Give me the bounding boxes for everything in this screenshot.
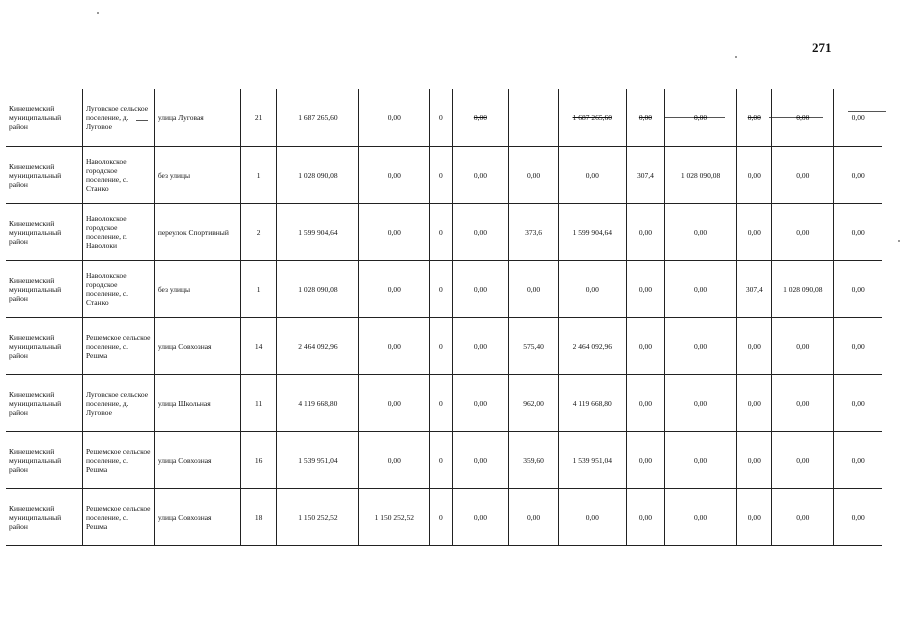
value-cell-e: 0,00: [558, 489, 626, 546]
district-cell: Кинешемский муниципальный район: [6, 489, 82, 546]
value-cell-d: 0,00: [509, 261, 559, 318]
value-cell-g: 0,00: [665, 318, 737, 375]
settlement-cell: Луговское сельское поселение, д. Луговое: [82, 375, 154, 432]
value-cell-h: 0,00: [737, 375, 772, 432]
value-cell-j: 0,00: [834, 432, 882, 489]
table-row: [6, 89, 882, 147]
value-cell-i: 0,00: [772, 89, 834, 147]
district-cell: Кинешемский муниципальный район: [6, 318, 82, 375]
house-number-cell: 2: [240, 204, 276, 261]
value-cell-e: 2 464 092,96: [558, 318, 626, 375]
district-cell: Кинешемский муниципальный район: [6, 89, 82, 147]
value-cell-e: 1 599 904,64: [558, 204, 626, 261]
value-cell-d: 359,60: [509, 432, 559, 489]
value-cell-d: [509, 89, 559, 147]
table-row: [6, 204, 882, 261]
value-cell-c: 0,00: [452, 147, 509, 204]
total-cost-cell: 1 150 252,52: [277, 489, 359, 546]
value-cell-j: 0,00: [834, 89, 882, 147]
street-cell: улица Совхозная: [154, 318, 240, 375]
value-cell-j: 0,00: [834, 261, 882, 318]
district-cell: Кинешемский муниципальный район: [6, 147, 82, 204]
street-cell: улица Совхозная: [154, 432, 240, 489]
table-row: [6, 375, 882, 432]
table-row: [6, 318, 882, 375]
value-cell-i: 0,00: [772, 147, 834, 204]
table-row: [6, 147, 882, 204]
settlement-cell: Решемское сельское поселение, с. Решма: [82, 318, 154, 375]
scan-speck: [735, 56, 737, 58]
settlement-cell: Наволокское городское поселение, с. Станко: [82, 261, 154, 318]
value-cell-i: 0,00: [772, 489, 834, 546]
value-cell-d: 575,40: [509, 318, 559, 375]
value-cell-h: 0,00: [737, 489, 772, 546]
street-cell: без улицы: [154, 147, 240, 204]
house-number-cell: 11: [240, 375, 276, 432]
value-cell-a: 1 150 252,52: [359, 489, 430, 546]
value-cell-c: 0,00: [452, 89, 509, 147]
value-cell-d: 962,00: [509, 375, 559, 432]
total-cost-cell: 2 464 092,96: [277, 318, 359, 375]
value-cell-a: 0,00: [359, 375, 430, 432]
value-cell-d: 0,00: [509, 147, 559, 204]
value-cell-h: 307,4: [737, 261, 772, 318]
total-cost-cell: 1 539 951,04: [277, 432, 359, 489]
value-cell-g: 0,00: [665, 432, 737, 489]
value-cell-g: 0,00: [665, 204, 737, 261]
value-cell-b: 0: [430, 375, 452, 432]
total-cost-cell: 4 119 668,80: [277, 375, 359, 432]
value-cell-a: 0,00: [359, 89, 430, 147]
value-cell-b: 0: [430, 261, 452, 318]
settlement-cell: Решемское сельское поселение, с. Решма: [82, 489, 154, 546]
value-cell-i: 0,00: [772, 204, 834, 261]
value-cell-a: 0,00: [359, 147, 430, 204]
house-number-cell: 1: [240, 147, 276, 204]
value-cell-f: 0,00: [626, 89, 664, 147]
value-cell-f: 0,00: [626, 318, 664, 375]
value-cell-e: 4 119 668,80: [558, 375, 626, 432]
district-cell: Кинешемский муниципальный район: [6, 432, 82, 489]
value-cell-a: 0,00: [359, 261, 430, 318]
total-cost-cell: 1 687 265,60: [277, 89, 359, 147]
district-cell: Кинешемский муниципальный район: [6, 204, 82, 261]
settlement-cell: Решемское сельское поселение, с. Решма: [82, 432, 154, 489]
value-cell-f: 0,00: [626, 261, 664, 318]
value-cell-g: 0,00: [665, 261, 737, 318]
house-number-cell: 1: [240, 261, 276, 318]
value-cell-h: 0,00: [737, 147, 772, 204]
house-number-cell: 16: [240, 432, 276, 489]
value-cell-f: 0,00: [626, 375, 664, 432]
value-cell-b: 0: [430, 89, 452, 147]
district-cell: Кинешемский муниципальный район: [6, 261, 82, 318]
value-cell-b: 0: [430, 147, 452, 204]
value-cell-g: 0,00: [665, 489, 737, 546]
value-cell-f: 0,00: [626, 489, 664, 546]
value-cell-b: 0: [430, 204, 452, 261]
street-cell: улица Луговая: [154, 89, 240, 147]
value-cell-i: 1 028 090,08: [772, 261, 834, 318]
street-cell: переулок Спортивный: [154, 204, 240, 261]
value-cell-b: 0: [430, 489, 452, 546]
value-cell-h: 0,00: [737, 204, 772, 261]
value-cell-i: 0,00: [772, 318, 834, 375]
value-cell-d: 0,00: [509, 489, 559, 546]
value-cell-j: 0,00: [834, 147, 882, 204]
value-cell-b: 0: [430, 432, 452, 489]
value-cell-j: 0,00: [834, 489, 882, 546]
house-number-cell: 21: [240, 89, 276, 147]
value-cell-f: 0,00: [626, 204, 664, 261]
value-cell-e: 0,00: [558, 261, 626, 318]
value-cell-b: 0: [430, 318, 452, 375]
total-cost-cell: 1 599 904,64: [277, 204, 359, 261]
value-cell-c: 0,00: [452, 261, 509, 318]
value-cell-c: 0,00: [452, 489, 509, 546]
settlement-cell: Наволокское городское поселение, с. Станко: [82, 147, 154, 204]
total-cost-cell: 1 028 090,08: [277, 261, 359, 318]
value-cell-e: 1 539 951,04: [558, 432, 626, 489]
street-cell: без улицы: [154, 261, 240, 318]
settlement-cell: Наволокское городское поселение, г. Наволоки: [82, 204, 154, 261]
table-row: [6, 261, 882, 318]
value-cell-g: 0,00: [665, 375, 737, 432]
scan-speck: [97, 12, 99, 14]
value-cell-h: 0,00: [737, 318, 772, 375]
value-cell-i: 0,00: [772, 432, 834, 489]
value-cell-d: 373,6: [509, 204, 559, 261]
settlement-cell: Луговское сельское поселение, д. Луговое: [82, 89, 154, 147]
value-cell-c: 0,00: [452, 204, 509, 261]
value-cell-f: 0,00: [626, 432, 664, 489]
value-cell-c: 0,00: [452, 318, 509, 375]
table-row: [6, 489, 882, 546]
street-cell: улица Совхозная: [154, 489, 240, 546]
value-cell-j: 0,00: [834, 375, 882, 432]
scan-speck: [898, 240, 900, 242]
value-cell-g: 0,00: [665, 89, 737, 147]
value-cell-j: 0,00: [834, 204, 882, 261]
table-body: [6, 89, 882, 546]
value-cell-h: 0,00: [737, 89, 772, 147]
value-cell-e: 0,00: [558, 147, 626, 204]
total-cost-cell: 1 028 090,08: [277, 147, 359, 204]
house-number-cell: 18: [240, 489, 276, 546]
value-cell-a: 0,00: [359, 432, 430, 489]
table-row: [6, 432, 882, 489]
page-number: 271: [812, 40, 832, 55]
value-cell-g: 1 028 090,08: [665, 147, 737, 204]
value-cell-c: 0,00: [452, 432, 509, 489]
value-cell-a: 0,00: [359, 204, 430, 261]
value-cell-c: 0,00: [452, 375, 509, 432]
street-cell: улица Школьная: [154, 375, 240, 432]
value-cell-f: 307,4: [626, 147, 664, 204]
value-cell-i: 0,00: [772, 375, 834, 432]
housing-registry-table: [6, 89, 882, 546]
district-cell: Кинешемский муниципальный район: [6, 375, 82, 432]
value-cell-e: 1 687 265,60: [558, 89, 626, 147]
value-cell-a: 0,00: [359, 318, 430, 375]
house-number-cell: 14: [240, 318, 276, 375]
value-cell-h: 0,00: [737, 432, 772, 489]
value-cell-j: 0,00: [834, 318, 882, 375]
